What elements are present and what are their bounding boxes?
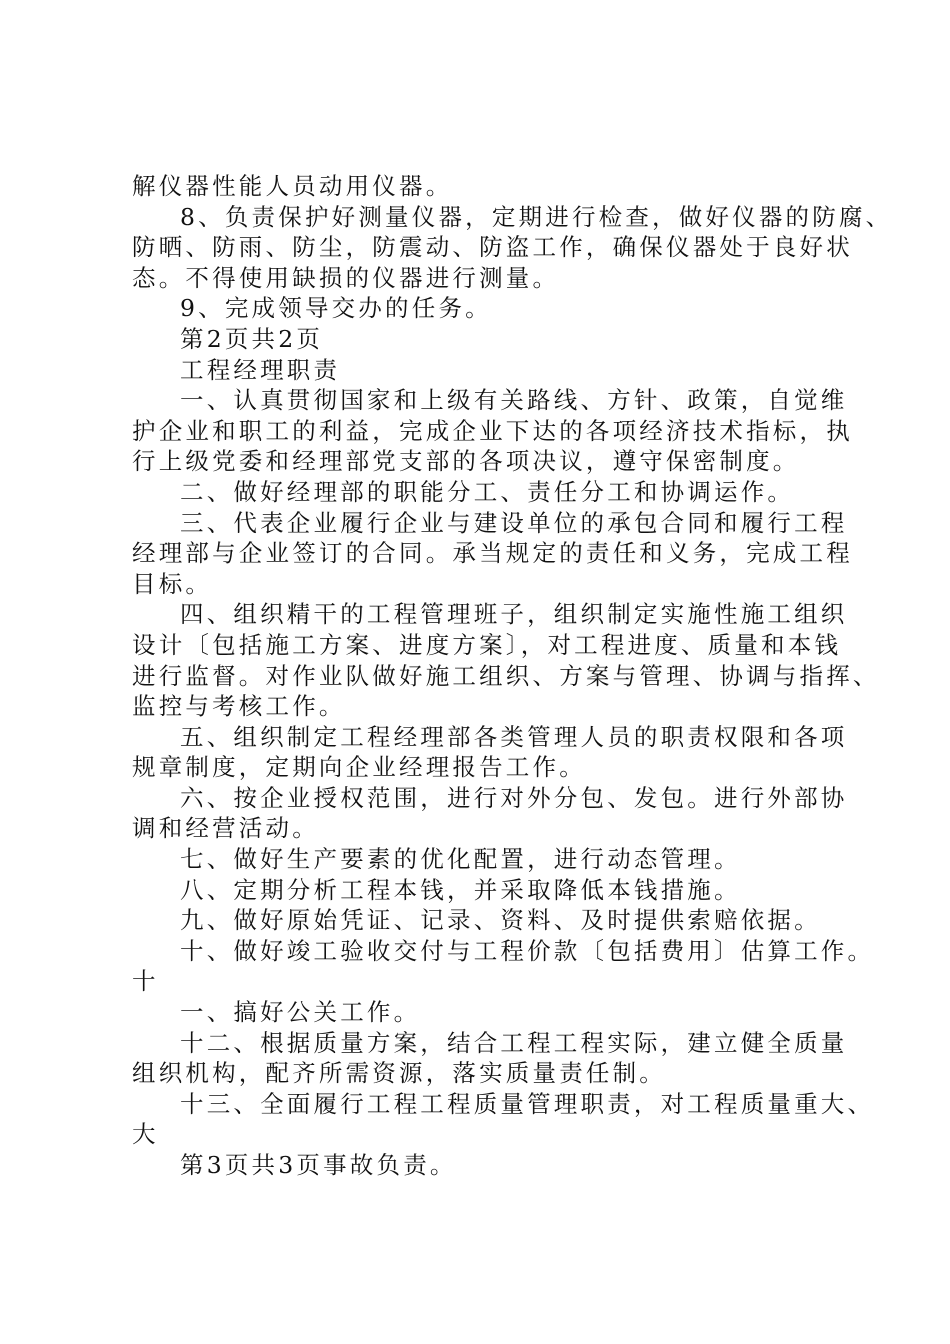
text-line: 十、做好竣工验收交付与工程价款〔包括费用〕估算工作。 (180, 936, 875, 965)
text-line: 态。不得使用缺损的仪器进行测量。 (132, 263, 560, 292)
text-line: 进行监督。对作业队做好施工组织、方案与管理、协调与指挥、 (132, 661, 880, 690)
text-line: 八、定期分析工程本钱，并采取降低本钱措施。 (180, 875, 741, 904)
text-line: 9、完成领导交办的任务。 (180, 294, 492, 323)
text-line: 二、做好经理部的职能分工、责任分工和协调运作。 (180, 477, 795, 506)
text-line: 防晒、防雨、防尘，防震动、防盗工作，确保仪器处于良好状 (132, 233, 853, 262)
text-line: 三、代表企业履行企业与建设单位的承包合同和履行工程 (180, 508, 848, 537)
text-line: 五、组织制定工程经理部各类管理人员的职责权限和各项 (180, 722, 848, 751)
text-line: 组织机构，配齐所需资源，落实质量责任制。 (132, 1059, 666, 1088)
text-line: 大 (132, 1120, 159, 1149)
text-line: 四、组织精干的工程管理班子，组织制定实施性施工组织 (180, 600, 848, 629)
text-line: 十 (132, 967, 159, 996)
text-line: 监控与考核工作。 (132, 692, 346, 721)
text-line: 护企业和职工的利益，完成企业下达的各项经济技术指标，执 (132, 416, 853, 445)
text-line: 十三、全面履行工程工程质量管理职责，对工程质量重大、 (180, 1089, 875, 1118)
text-line: 调和经营活动。 (132, 814, 319, 843)
text-line: 九、做好原始凭证、记录、资料、及时提供索赔依据。 (180, 906, 821, 935)
text-line: 规章制度，定期向企业经理报告工作。 (132, 753, 586, 782)
text-line: 目标。 (132, 569, 213, 598)
text-line: 经理部与企业签订的合同。承当规定的责任和义务，完成工程 (132, 539, 853, 568)
text-line: 行上级党委和经理部党支部的各项决议，遵守保密制度。 (132, 447, 800, 476)
text-line: 设计〔包括施工方案、进度方案〕，对工程进度、质量和本钱 (132, 630, 842, 659)
text-line: 一、认真贯彻国家和上级有关路线、方针、政策，自觉维 (180, 386, 848, 415)
text-line: 七、做好生产要素的优化配置，进行动态管理。 (180, 845, 741, 874)
text-line: 第3页共3页事故负责。 (180, 1151, 457, 1179)
text-line: 十二、根据质量方案，结合工程工程实际，建立健全质量 (180, 1028, 848, 1057)
text-line: 解仪器性能人员动用仪器。 (132, 172, 453, 200)
text-line: 8、负责保护好测量仪器，定期进行检查，做好仪器的防腐、 (180, 202, 893, 231)
text-line: 第2页共2页 (180, 324, 324, 353)
text-line: 六、按企业授权范围，进行对外分包、发包。进行外部协 (180, 783, 848, 812)
text-line: 工程经理职责 (180, 355, 341, 384)
document-body (132, 171, 893, 1181)
text-line: 一、搞好公关工作。 (180, 998, 421, 1027)
